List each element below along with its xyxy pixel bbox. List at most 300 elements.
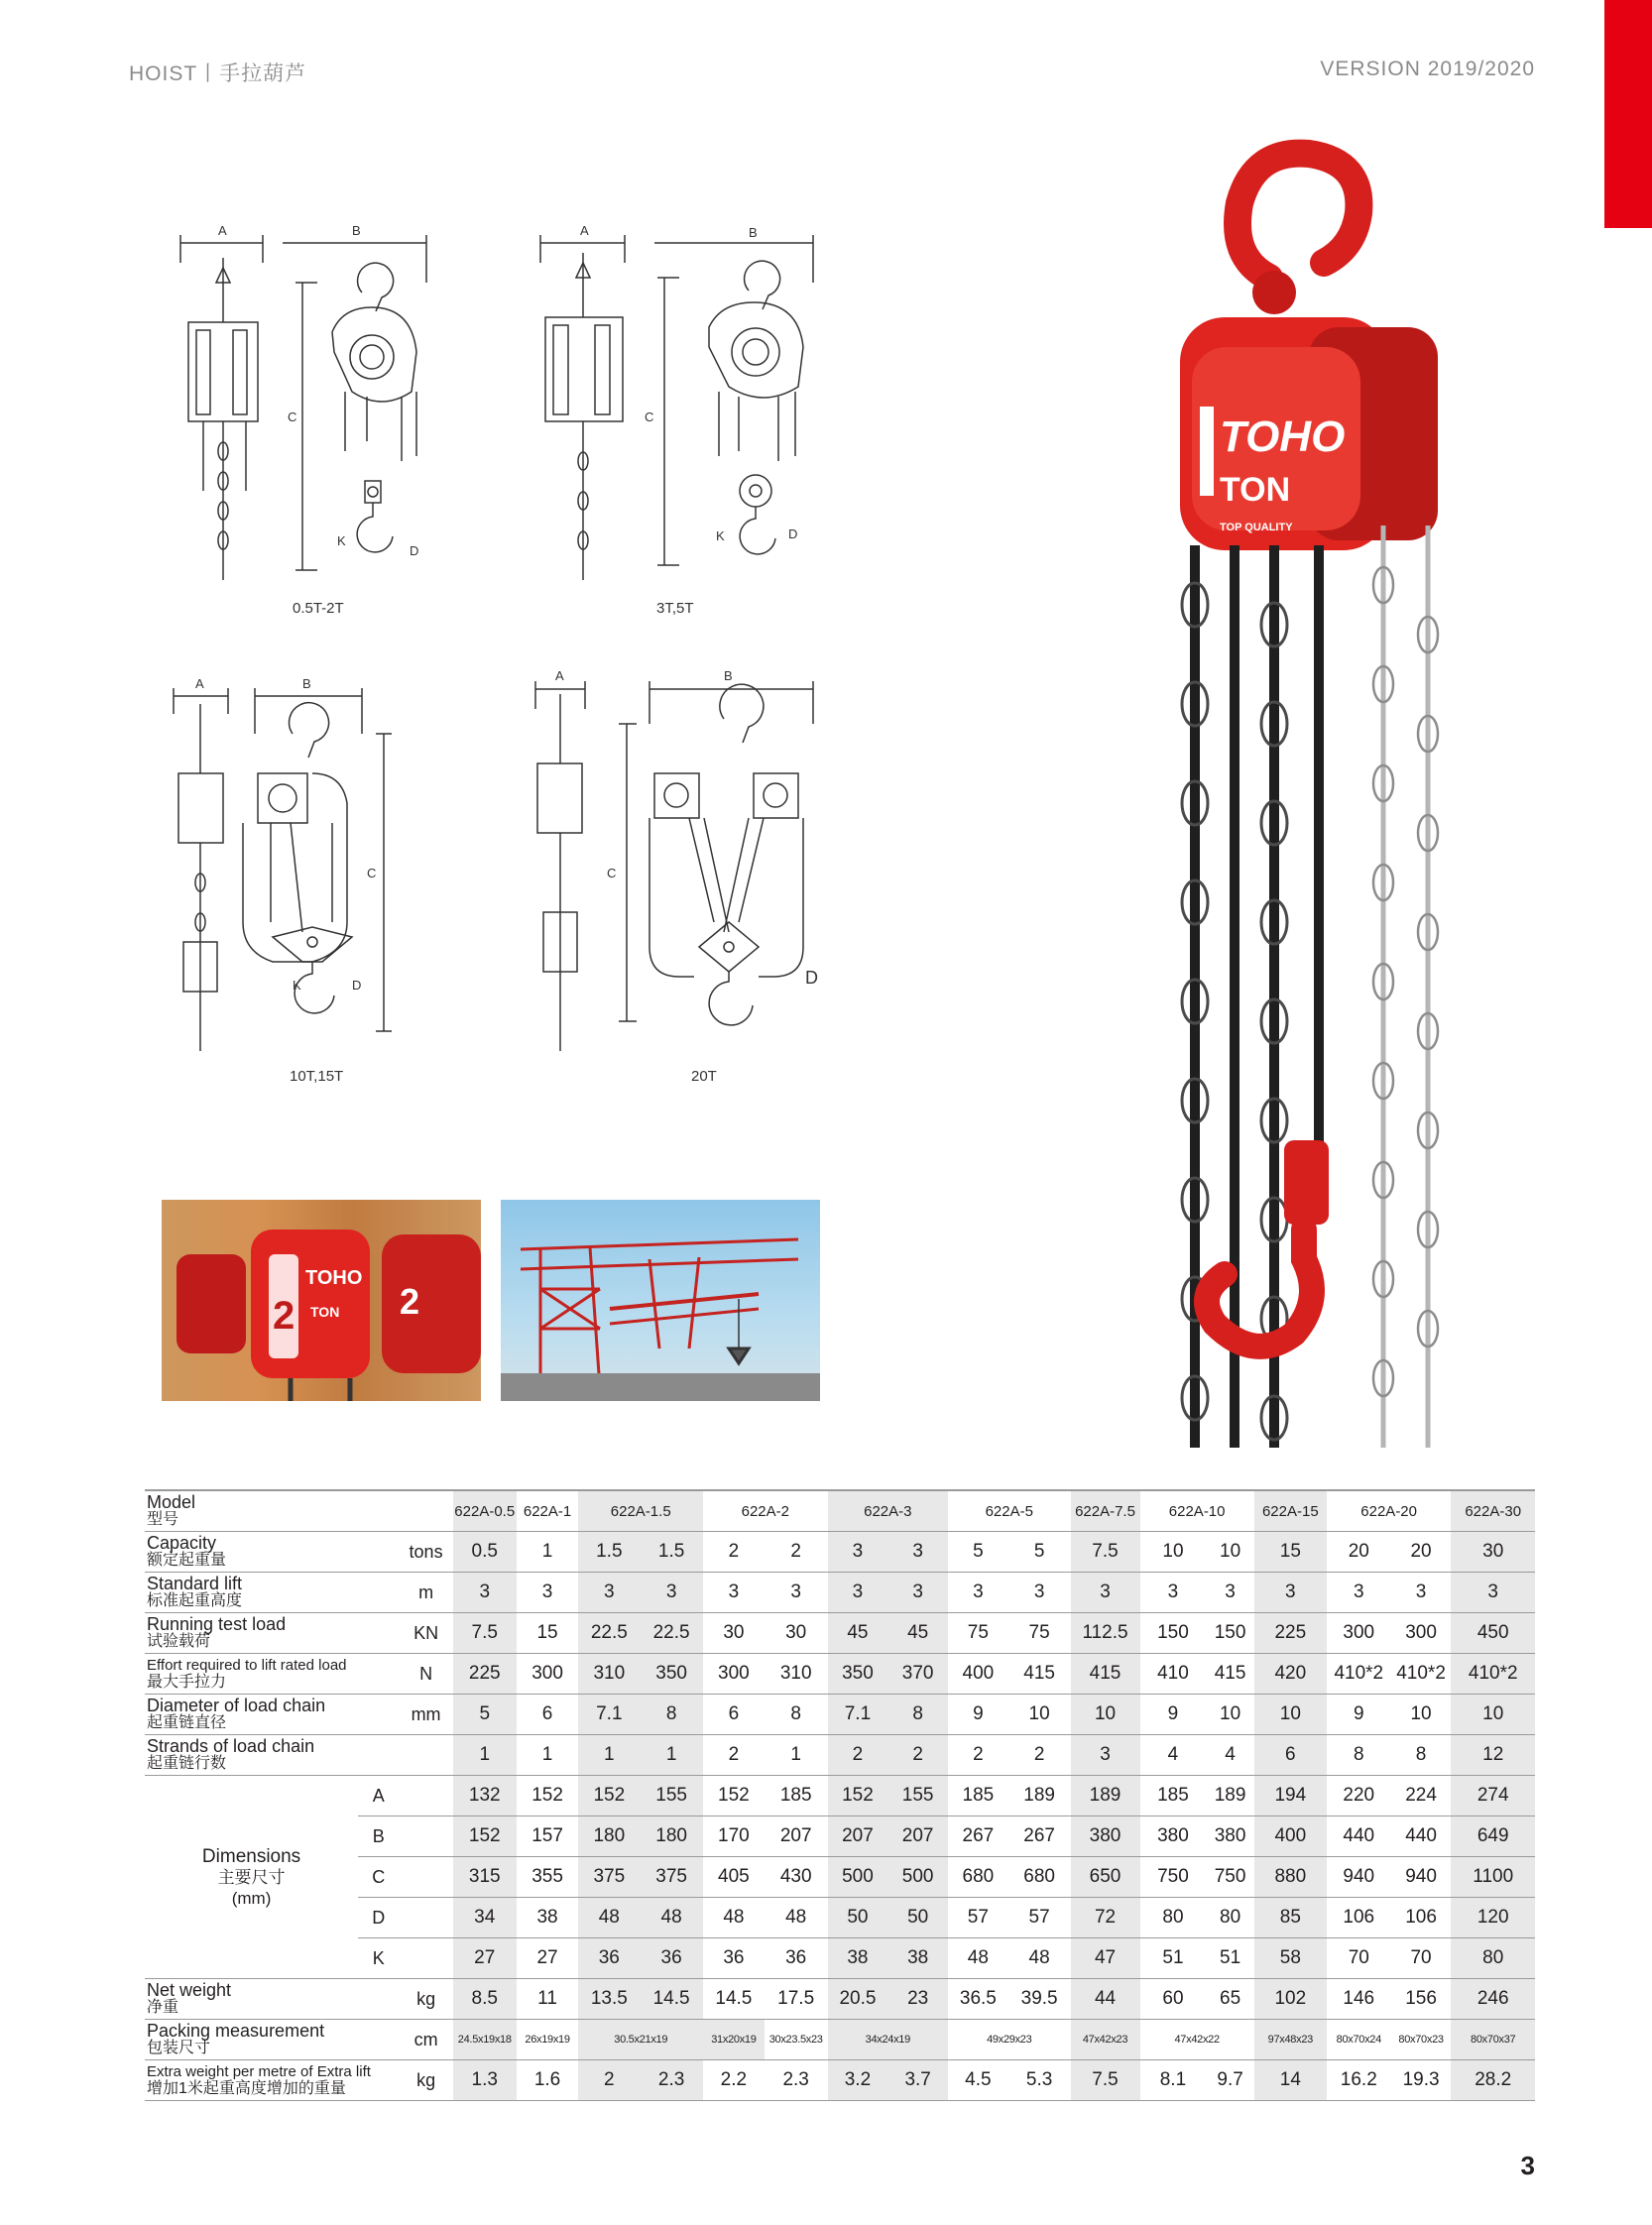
value-cell: 3 (828, 1573, 888, 1613)
value-cell: 51 (1140, 1938, 1207, 1979)
value-cell: 57 (1008, 1898, 1071, 1938)
value-cell: 185 (948, 1776, 1008, 1816)
value-cell: 3 (1008, 1573, 1071, 1613)
value-cell: 410*2 (1451, 1654, 1535, 1695)
value-cell: 12 (1451, 1735, 1535, 1776)
value-cell: 1 (517, 1532, 579, 1573)
label-row-1 (145, 1573, 399, 1613)
value-cell: 300 (517, 1654, 579, 1695)
model-cell: 622A-1.5 (578, 1490, 703, 1532)
value-cell: 22.5 (640, 1613, 703, 1654)
label-row-0 (145, 1532, 399, 1573)
unit-cell: kg (399, 1979, 453, 2020)
value-cell: 3 (887, 1532, 948, 1573)
label-net-weight-en: Net weight (147, 1980, 232, 2000)
value-cell: 315 (453, 1857, 517, 1898)
label-packing (145, 2020, 399, 2060)
dim-a-3: A (195, 676, 204, 691)
diagram-caption-4: 20T (691, 1068, 717, 1085)
value-cell: 8 (640, 1695, 703, 1735)
spec-row (145, 1532, 1535, 1573)
value-cell: 48 (1008, 1938, 1071, 1979)
dim-k-2: K (716, 528, 725, 543)
value-cell: 36 (640, 1938, 703, 1979)
value-cell: 2.3 (765, 2060, 828, 2101)
dim-d: D (410, 543, 419, 558)
value-cell: 8 (765, 1695, 828, 1735)
value-cell: 5 (453, 1695, 517, 1735)
value-cell: 132 (453, 1776, 517, 1816)
value-cell: 19.3 (1391, 2060, 1452, 2101)
value-cell: 157 (517, 1816, 579, 1857)
packing-cell: 30x23.5x23 (765, 2020, 828, 2060)
value-cell: 120 (1451, 1898, 1535, 1938)
value-cell: 102 (1254, 1979, 1327, 2020)
value-cell: 48 (703, 1898, 765, 1938)
value-cell: 3 (1206, 1573, 1253, 1613)
unit-cell (399, 1776, 453, 1816)
value-cell: 15 (1254, 1532, 1327, 1573)
unit-cell: kg (399, 2060, 453, 2101)
value-cell: 2 (1008, 1735, 1071, 1776)
value-cell: 185 (1140, 1776, 1207, 1816)
value-cell: 152 (517, 1776, 579, 1816)
value-cell: 60 (1140, 1979, 1207, 2020)
value-cell: 15 (517, 1613, 579, 1654)
label-packing-cn: 包装尺寸 (147, 2040, 211, 2056)
value-cell: 14 (1254, 2060, 1327, 2101)
dim-c-3: C (367, 866, 377, 880)
value-cell: 170 (703, 1816, 765, 1857)
value-cell: 410 (1140, 1654, 1207, 1695)
label-row-2-en: Running test load (147, 1614, 287, 1634)
label-row-4 (145, 1695, 399, 1735)
value-cell: 85 (1254, 1898, 1327, 1938)
value-cell: 300 (1391, 1613, 1452, 1654)
red-edge-tab (1604, 0, 1652, 228)
value-cell: 2 (948, 1735, 1008, 1776)
value-cell: 50 (887, 1898, 948, 1938)
value-cell: 8 (1391, 1735, 1452, 1776)
value-cell: 400 (1254, 1816, 1327, 1857)
value-cell: 8.5 (453, 1979, 517, 2020)
value-cell: 1.5 (578, 1532, 640, 1573)
packing-cell: 97x48x23 (1254, 2020, 1327, 2060)
dim-b-4: B (724, 668, 733, 683)
model-cell: 622A-7.5 (1071, 1490, 1140, 1532)
value-cell: 400 (948, 1654, 1008, 1695)
value-cell: 380 (1071, 1816, 1140, 1857)
packing-cell: 30.5x21x19 (578, 2020, 703, 2060)
label-row-0-en: Capacity (147, 1533, 217, 1553)
dim-b-2: B (749, 225, 758, 240)
packing-cell: 47x42x22 (1140, 2020, 1254, 2060)
label-row-1-cn: 标准起重高度 (147, 1592, 243, 1609)
value-cell: 1 (640, 1735, 703, 1776)
packing-cell: 49x29x23 (948, 2020, 1071, 2060)
value-cell: 30 (1451, 1532, 1535, 1573)
value-cell: 350 (828, 1654, 888, 1695)
value-cell: 106 (1327, 1898, 1391, 1938)
value-cell: 50 (828, 1898, 888, 1938)
label-row-1-en: Standard lift (147, 1574, 243, 1593)
value-cell: 1.3 (453, 2060, 517, 2101)
label-net-weight-cn: 净重 (147, 1999, 179, 2016)
unit-cell: mm (399, 1695, 453, 1735)
dim-a-4: A (555, 668, 564, 683)
value-cell: 7.5 (1071, 1532, 1140, 1573)
value-cell: 80 (1451, 1938, 1535, 1979)
value-cell: 500 (887, 1857, 948, 1898)
value-cell: 152 (703, 1776, 765, 1816)
value-cell: 3 (948, 1573, 1008, 1613)
value-cell: 20 (1391, 1532, 1452, 1573)
value-cell: 7.5 (1071, 2060, 1140, 2101)
diagram-caption-3: 10T,15T (290, 1068, 344, 1085)
spec-row (145, 1573, 1535, 1613)
packing-cell: 80x70x37 (1451, 2020, 1535, 2060)
photo-num-2: 2 (400, 1281, 420, 1322)
value-cell: 152 (828, 1776, 888, 1816)
value-cell: 8 (887, 1695, 948, 1735)
value-cell: 375 (640, 1857, 703, 1898)
value-cell: 47 (1071, 1938, 1140, 1979)
value-cell: 3.7 (887, 2060, 948, 2101)
value-cell: 5.3 (1008, 2060, 1071, 2101)
value-cell: 3 (1071, 1573, 1140, 1613)
value-cell: 8 (1327, 1735, 1391, 1776)
dimension-key: C (358, 1857, 399, 1898)
value-cell: 27 (453, 1938, 517, 1979)
value-cell: 75 (948, 1613, 1008, 1654)
dim-a-2: A (580, 223, 589, 238)
value-cell: 6 (517, 1695, 579, 1735)
packing-cell: 47x42x23 (1071, 2020, 1140, 2060)
header-left: HOIST丨手拉葫芦 (129, 62, 307, 85)
label-model-en: Model (147, 1492, 196, 1512)
value-cell: 8.1 (1140, 2060, 1207, 2101)
value-cell: 10 (1391, 1695, 1452, 1735)
value-cell: 2 (703, 1532, 765, 1573)
dim-d-4: D (805, 968, 818, 988)
label-net-weight (145, 1979, 399, 2020)
value-cell: 405 (703, 1857, 765, 1898)
spec-row-extra-weight (145, 2060, 1535, 2101)
value-cell: 1.5 (640, 1532, 703, 1573)
value-cell: 51 (1206, 1938, 1253, 1979)
hoist-product-image (1101, 109, 1477, 1458)
value-cell: 207 (887, 1816, 948, 1857)
diagram-3t-5t (526, 223, 843, 600)
value-cell: 3 (1391, 1573, 1452, 1613)
dim-c-4: C (607, 866, 617, 880)
diagram-0-5t-2t (169, 223, 456, 600)
value-cell: 415 (1008, 1654, 1071, 1695)
value-cell: 189 (1008, 1776, 1071, 1816)
photo-ton: TON (310, 1304, 340, 1320)
value-cell: 2.2 (703, 2060, 765, 2101)
value-cell: 180 (640, 1816, 703, 1857)
value-cell: 34 (453, 1898, 517, 1938)
value-cell: 4 (1140, 1735, 1207, 1776)
value-cell: 23 (887, 1979, 948, 2020)
value-cell: 3 (1071, 1735, 1140, 1776)
diagram-10t-15t (164, 674, 421, 1071)
value-cell: 80 (1206, 1898, 1253, 1938)
dim-a: A (218, 223, 227, 238)
value-cell: 17.5 (765, 1979, 828, 2020)
value-cell: 750 (1206, 1857, 1253, 1898)
photo-num: 2 (273, 1294, 295, 1338)
value-cell: 450 (1451, 1613, 1535, 1654)
value-cell: 207 (828, 1816, 888, 1857)
dim-b-3: B (302, 676, 311, 691)
value-cell: 2.3 (640, 2060, 703, 2101)
label-extra-weight (145, 2060, 399, 2101)
value-cell: 36 (703, 1938, 765, 1979)
value-cell: 155 (640, 1776, 703, 1816)
label-packing-en: Packing measurement (147, 2021, 325, 2041)
value-cell: 3 (1451, 1573, 1535, 1613)
value-cell: 940 (1327, 1857, 1391, 1898)
value-cell: 5 (948, 1532, 1008, 1573)
value-cell: 430 (765, 1857, 828, 1898)
value-cell: 6 (703, 1695, 765, 1735)
label-row-5-en: Strands of load chain (147, 1736, 315, 1756)
model-cell: 622A-30 (1451, 1490, 1535, 1532)
value-cell: 58 (1254, 1938, 1327, 1979)
value-cell: 940 (1391, 1857, 1452, 1898)
dimension-key: K (358, 1938, 399, 1979)
packing-cell: 26x19x19 (517, 2020, 579, 2060)
label-model (145, 1490, 399, 1532)
unit-cell: tons (399, 1532, 453, 1573)
label-row-4-cn: 起重链直径 (147, 1714, 227, 1731)
value-cell: 300 (703, 1654, 765, 1695)
hoist-ton-text: TON (1220, 471, 1291, 509)
value-cell: 10 (1140, 1532, 1207, 1573)
model-cell: 622A-10 (1140, 1490, 1254, 1532)
value-cell: 207 (765, 1816, 828, 1857)
unit-cell (399, 1857, 453, 1898)
value-cell: 20.5 (828, 1979, 888, 2020)
value-cell: 1 (578, 1735, 640, 1776)
value-cell: 10 (1254, 1695, 1327, 1735)
value-cell: 220 (1327, 1776, 1391, 1816)
spec-row (145, 1735, 1535, 1776)
value-cell: 3 (453, 1573, 517, 1613)
model-cell: 622A-20 (1327, 1490, 1452, 1532)
label-dimensions (145, 1776, 358, 1979)
value-cell: 57 (948, 1898, 1008, 1938)
value-cell: 3 (640, 1573, 703, 1613)
value-cell: 310 (765, 1654, 828, 1695)
value-cell: 9 (1327, 1695, 1391, 1735)
value-cell: 380 (1206, 1816, 1253, 1857)
value-cell: 4 (1206, 1735, 1253, 1776)
value-cell: 7.5 (453, 1613, 517, 1654)
label-model-cn: 型号 (147, 1511, 179, 1528)
value-cell: 1100 (1451, 1857, 1535, 1898)
label-row-3-en: Effort required to lift rated load (147, 1657, 347, 1674)
value-cell: 9 (948, 1695, 1008, 1735)
value-cell: 70 (1327, 1938, 1391, 1979)
value-cell: 36.5 (948, 1979, 1008, 2020)
hoist-brand-text: TOHO (1220, 412, 1346, 461)
dim-k: K (337, 533, 346, 548)
value-cell: 415 (1071, 1654, 1140, 1695)
value-cell: 3 (703, 1573, 765, 1613)
value-cell: 2 (887, 1735, 948, 1776)
model-cell: 622A-5 (948, 1490, 1071, 1532)
photo-red-hoists (162, 1200, 481, 1401)
label-row-4-en: Diameter of load chain (147, 1696, 326, 1715)
value-cell: 649 (1451, 1816, 1535, 1857)
value-cell: 14.5 (640, 1979, 703, 2020)
value-cell: 39.5 (1008, 1979, 1071, 2020)
packing-cell: 24.5x19x18 (453, 2020, 517, 2060)
dim-c: C (288, 410, 297, 424)
spec-row (145, 1695, 1535, 1735)
model-cell: 622A-15 (1254, 1490, 1327, 1532)
row-model (145, 1490, 1535, 1532)
value-cell: 267 (948, 1816, 1008, 1857)
packing-cell: 80x70x23 (1391, 2020, 1452, 2060)
value-cell: 410*2 (1391, 1654, 1452, 1695)
value-cell: 36 (765, 1938, 828, 1979)
dim-b: B (352, 223, 361, 238)
dim-d-3: D (352, 978, 362, 993)
unit-cell: m (399, 1573, 453, 1613)
value-cell: 3 (1254, 1573, 1327, 1613)
unit-cell: cm (399, 2020, 453, 2060)
spec-row (145, 1613, 1535, 1654)
value-cell: 30 (703, 1613, 765, 1654)
value-cell: 45 (887, 1613, 948, 1654)
value-cell: 9.7 (1206, 2060, 1253, 2101)
value-cell: 420 (1254, 1654, 1327, 1695)
value-cell: 150 (1206, 1613, 1253, 1654)
value-cell: 38 (517, 1898, 579, 1938)
label-extra-weight-cn: 增加1米起重高度增加的重量 (147, 2080, 346, 2097)
value-cell: 3 (1327, 1573, 1391, 1613)
value-cell: 3 (517, 1573, 579, 1613)
label-row-2 (145, 1613, 399, 1654)
photo-brand: TOHO (305, 1267, 363, 1289)
model-cell: 622A-1 (517, 1490, 579, 1532)
value-cell: 106 (1391, 1898, 1452, 1938)
value-cell: 410*2 (1327, 1654, 1391, 1695)
value-cell: 246 (1451, 1979, 1535, 2020)
value-cell: 45 (828, 1613, 888, 1654)
value-cell: 14.5 (703, 1979, 765, 2020)
value-cell: 440 (1391, 1816, 1452, 1857)
value-cell: 13.5 (578, 1979, 640, 2020)
value-cell: 65 (1206, 1979, 1253, 2020)
unit-cell: N (399, 1654, 453, 1695)
value-cell: 3 (828, 1532, 888, 1573)
value-cell: 2 (828, 1735, 888, 1776)
value-cell: 194 (1254, 1776, 1327, 1816)
value-cell: 680 (948, 1857, 1008, 1898)
value-cell: 380 (1140, 1816, 1207, 1857)
value-cell: 267 (1008, 1816, 1071, 1857)
value-cell: 36 (578, 1938, 640, 1979)
hoist-tag-text: TOP QUALITY (1220, 522, 1293, 533)
value-cell: 22.5 (578, 1613, 640, 1654)
model-cell: 622A-0.5 (453, 1490, 517, 1532)
diagram-20t (516, 664, 833, 1061)
dimension-key: A (358, 1776, 399, 1816)
value-cell: 225 (453, 1654, 517, 1695)
value-cell: 30 (765, 1613, 828, 1654)
unit-cell: KN (399, 1613, 453, 1654)
label-extra-weight-en: Extra weight per metre of Extra lift (147, 2063, 371, 2080)
value-cell: 7.1 (828, 1695, 888, 1735)
value-cell: 500 (828, 1857, 888, 1898)
value-cell: 27 (517, 1938, 579, 1979)
value-cell: 224 (1391, 1776, 1452, 1816)
label-row-3 (145, 1654, 399, 1695)
value-cell: 152 (578, 1776, 640, 1816)
packing-cell: 80x70x24 (1327, 2020, 1391, 2060)
dimension-row (145, 1776, 1535, 1816)
value-cell: 355 (517, 1857, 579, 1898)
value-cell: 11 (517, 1979, 579, 2020)
label-dimensions-cn: 主要尺寸 (217, 1867, 286, 1887)
spec-table (145, 1489, 1535, 2101)
label-row-5 (145, 1735, 399, 1776)
value-cell: 112.5 (1071, 1613, 1140, 1654)
value-cell: 310 (578, 1654, 640, 1695)
value-cell: 225 (1254, 1613, 1327, 1654)
value-cell: 2 (703, 1735, 765, 1776)
value-cell: 375 (578, 1857, 640, 1898)
label-row-2-cn: 试验载荷 (147, 1633, 211, 1650)
model-cell: 622A-3 (828, 1490, 948, 1532)
value-cell: 10 (1206, 1695, 1253, 1735)
value-cell: 1 (765, 1735, 828, 1776)
value-cell: 38 (828, 1938, 888, 1979)
value-cell: 75 (1008, 1613, 1071, 1654)
packing-cell: 31x20x19 (703, 2020, 765, 2060)
value-cell: 1 (453, 1735, 517, 1776)
value-cell: 70 (1391, 1938, 1452, 1979)
value-cell: 274 (1451, 1776, 1535, 1816)
value-cell: 9 (1140, 1695, 1207, 1735)
value-cell: 440 (1327, 1816, 1391, 1857)
value-cell: 415 (1206, 1654, 1253, 1695)
label-dimensions-unit: (mm) (231, 1888, 272, 1908)
page-number: 3 (1520, 2151, 1535, 2180)
value-cell: 650 (1071, 1857, 1140, 1898)
value-cell: 28.2 (1451, 2060, 1535, 2101)
packing-cell: 34x24x19 (828, 2020, 948, 2060)
value-cell: 152 (453, 1816, 517, 1857)
value-cell: 156 (1391, 1979, 1452, 2020)
spec-row-packing (145, 2020, 1535, 2060)
spec-row-net-weight (145, 1979, 1535, 2020)
spec-row (145, 1654, 1535, 1695)
value-cell: 189 (1206, 1776, 1253, 1816)
value-cell: 155 (887, 1776, 948, 1816)
dim-d-2: D (788, 527, 798, 541)
dimension-key: D (358, 1898, 399, 1938)
value-cell: 16.2 (1327, 2060, 1391, 2101)
value-cell: 2 (578, 2060, 640, 2101)
dim-k-3: K (293, 978, 301, 993)
value-cell: 750 (1140, 1857, 1207, 1898)
